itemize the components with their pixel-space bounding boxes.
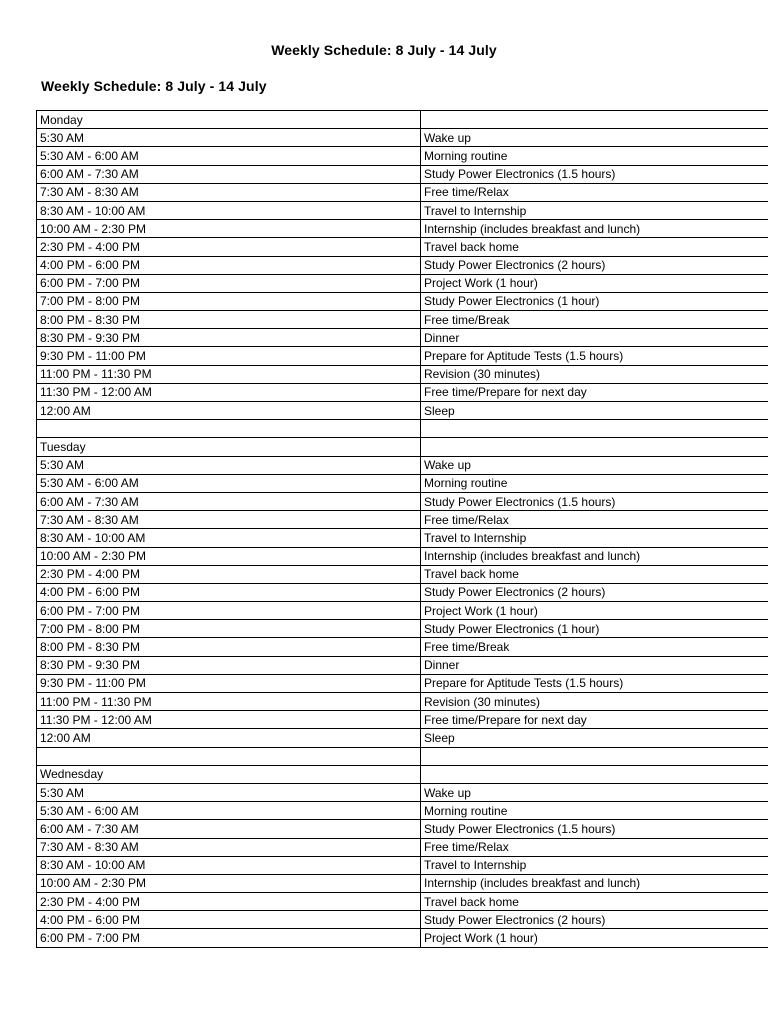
table-row <box>37 165 768 183</box>
time-cell: 7:30 AM - 8:30 AM <box>37 838 421 856</box>
activity-cell: Project Work (1 hour) <box>421 602 768 620</box>
time-cell: 10:00 AM - 2:30 PM <box>37 220 421 238</box>
activity-cell: Morning routine <box>421 147 768 165</box>
table-row <box>37 656 768 674</box>
time-cell: 2:30 PM - 4:00 PM <box>37 565 421 583</box>
time-cell: 5:30 AM <box>37 783 421 801</box>
activity-cell: Sleep <box>421 402 768 420</box>
schedule-table <box>36 110 768 948</box>
activity-cell: Study Power Electronics (1.5 hours) <box>421 492 768 510</box>
activity-cell: Internship (includes breakfast and lunch) <box>421 874 768 892</box>
table-row <box>37 256 768 274</box>
activity-cell: Study Power Electronics (1 hour) <box>421 292 768 310</box>
activity-cell: Prepare for Aptitude Tests (1.5 hours) <box>421 347 768 365</box>
table-row <box>37 383 768 401</box>
table-row <box>37 911 768 929</box>
time-cell: 7:30 AM - 8:30 AM <box>37 511 421 529</box>
table-row <box>37 147 768 165</box>
table-row <box>37 711 768 729</box>
activity-cell: Travel back home <box>421 893 768 911</box>
table-row <box>37 183 768 201</box>
time-cell: Wednesday <box>37 765 421 783</box>
time-cell: 7:30 AM - 8:30 AM <box>37 183 421 201</box>
activity-cell: Revision (30 minutes) <box>421 365 768 383</box>
table-row <box>37 438 768 456</box>
time-cell: 11:00 PM - 11:30 PM <box>37 365 421 383</box>
activity-cell: Travel back home <box>421 238 768 256</box>
activity-cell: Project Work (1 hour) <box>421 274 768 292</box>
time-cell: 8:30 PM - 9:30 PM <box>37 656 421 674</box>
activity-cell: Study Power Electronics (1.5 hours) <box>421 820 768 838</box>
table-row <box>37 929 768 947</box>
activity-cell: Prepare for Aptitude Tests (1.5 hours) <box>421 674 768 692</box>
table-row <box>37 802 768 820</box>
activity-cell: Dinner <box>421 329 768 347</box>
time-cell: 5:30 AM <box>37 456 421 474</box>
time-cell: 8:30 AM - 10:00 AM <box>37 856 421 874</box>
activity-cell: Morning routine <box>421 802 768 820</box>
time-cell: 8:30 PM - 9:30 PM <box>37 329 421 347</box>
time-cell: 5:30 AM <box>37 129 421 147</box>
time-cell: 6:00 AM - 7:30 AM <box>37 820 421 838</box>
table-row <box>37 838 768 856</box>
table-row <box>37 220 768 238</box>
table-row <box>37 674 768 692</box>
time-cell: 5:30 AM - 6:00 AM <box>37 802 421 820</box>
activity-cell <box>421 438 768 456</box>
activity-cell: Travel to Internship <box>421 856 768 874</box>
activity-cell: Free time/Relax <box>421 511 768 529</box>
activity-cell: Free time/Break <box>421 311 768 329</box>
table-row <box>37 620 768 638</box>
table-row <box>37 693 768 711</box>
activity-cell: Travel to Internship <box>421 201 768 219</box>
activity-cell: Sleep <box>421 729 768 747</box>
time-cell: 10:00 AM - 2:30 PM <box>37 547 421 565</box>
document-title: Weekly Schedule: 8 July - 14 July <box>41 78 267 94</box>
activity-cell: Free time/Prepare for next day <box>421 711 768 729</box>
activity-cell <box>421 420 768 438</box>
time-cell: 11:00 PM - 11:30 PM <box>37 693 421 711</box>
time-cell: 9:30 PM - 11:00 PM <box>37 674 421 692</box>
activity-cell: Morning routine <box>421 474 768 492</box>
table-row <box>37 529 768 547</box>
time-cell: Monday <box>37 111 421 129</box>
time-cell: 5:30 AM - 6:00 AM <box>37 474 421 492</box>
table-row <box>37 238 768 256</box>
activity-cell: Free time/Break <box>421 638 768 656</box>
activity-cell: Study Power Electronics (2 hours) <box>421 911 768 929</box>
table-row <box>37 456 768 474</box>
activity-cell: Internship (includes breakfast and lunch) <box>421 547 768 565</box>
table-row <box>37 292 768 310</box>
table-row <box>37 402 768 420</box>
time-cell: 4:00 PM - 6:00 PM <box>37 256 421 274</box>
activity-cell: Free time/Relax <box>421 838 768 856</box>
table-row <box>37 783 768 801</box>
table-row <box>37 201 768 219</box>
time-cell: 7:00 PM - 8:00 PM <box>37 292 421 310</box>
activity-cell <box>421 765 768 783</box>
time-cell: 8:00 PM - 8:30 PM <box>37 638 421 656</box>
time-cell: 8:00 PM - 8:30 PM <box>37 311 421 329</box>
time-cell: Tuesday <box>37 438 421 456</box>
table-row <box>37 602 768 620</box>
table-row <box>37 511 768 529</box>
activity-cell <box>421 111 768 129</box>
activity-cell: Free time/Prepare for next day <box>421 383 768 401</box>
table-row <box>37 638 768 656</box>
table-row <box>37 893 768 911</box>
time-cell: 11:30 PM - 12:00 AM <box>37 711 421 729</box>
activity-cell: Study Power Electronics (1 hour) <box>421 620 768 638</box>
time-cell: 8:30 AM - 10:00 AM <box>37 529 421 547</box>
table-row <box>37 492 768 510</box>
time-cell: 8:30 AM - 10:00 AM <box>37 201 421 219</box>
activity-cell: Revision (30 minutes) <box>421 693 768 711</box>
activity-cell: Travel to Internship <box>421 529 768 547</box>
table-row <box>37 565 768 583</box>
time-cell: 6:00 PM - 7:00 PM <box>37 602 421 620</box>
table-row <box>37 729 768 747</box>
activity-cell: Wake up <box>421 129 768 147</box>
activity-cell: Study Power Electronics (2 hours) <box>421 583 768 601</box>
time-cell <box>37 747 421 765</box>
table-row <box>37 820 768 838</box>
activity-cell: Wake up <box>421 783 768 801</box>
table-row <box>37 111 768 129</box>
activity-cell: Study Power Electronics (2 hours) <box>421 256 768 274</box>
table-row <box>37 329 768 347</box>
time-cell: 9:30 PM - 11:00 PM <box>37 347 421 365</box>
table-row <box>37 547 768 565</box>
page-header: Weekly Schedule: 8 July - 14 July <box>271 42 497 58</box>
activity-cell: Wake up <box>421 456 768 474</box>
table-row <box>37 365 768 383</box>
table-row <box>37 311 768 329</box>
time-cell: 2:30 PM - 4:00 PM <box>37 238 421 256</box>
time-cell: 12:00 AM <box>37 402 421 420</box>
time-cell: 7:00 PM - 8:00 PM <box>37 620 421 638</box>
time-cell: 12:00 AM <box>37 729 421 747</box>
activity-cell: Dinner <box>421 656 768 674</box>
table-row <box>37 874 768 892</box>
time-cell: 5:30 AM - 6:00 AM <box>37 147 421 165</box>
activity-cell: Study Power Electronics (1.5 hours) <box>421 165 768 183</box>
activity-cell: Free time/Relax <box>421 183 768 201</box>
schedule-table-body <box>37 111 768 948</box>
table-row <box>37 129 768 147</box>
table-row <box>37 474 768 492</box>
activity-cell: Travel back home <box>421 565 768 583</box>
table-row <box>37 583 768 601</box>
time-cell: 6:00 PM - 7:00 PM <box>37 274 421 292</box>
time-cell: 10:00 AM - 2:30 PM <box>37 874 421 892</box>
time-cell: 2:30 PM - 4:00 PM <box>37 893 421 911</box>
table-row <box>37 347 768 365</box>
table-row <box>37 274 768 292</box>
time-cell: 11:30 PM - 12:00 AM <box>37 383 421 401</box>
time-cell: 6:00 PM - 7:00 PM <box>37 929 421 947</box>
table-row <box>37 856 768 874</box>
table-row <box>37 420 768 438</box>
activity-cell: Project Work (1 hour) <box>421 929 768 947</box>
activity-cell <box>421 747 768 765</box>
table-row <box>37 765 768 783</box>
time-cell: 4:00 PM - 6:00 PM <box>37 583 421 601</box>
activity-cell: Internship (includes breakfast and lunch) <box>421 220 768 238</box>
time-cell <box>37 420 421 438</box>
time-cell: 4:00 PM - 6:00 PM <box>37 911 421 929</box>
time-cell: 6:00 AM - 7:30 AM <box>37 165 421 183</box>
table-row <box>37 747 768 765</box>
time-cell: 6:00 AM - 7:30 AM <box>37 492 421 510</box>
